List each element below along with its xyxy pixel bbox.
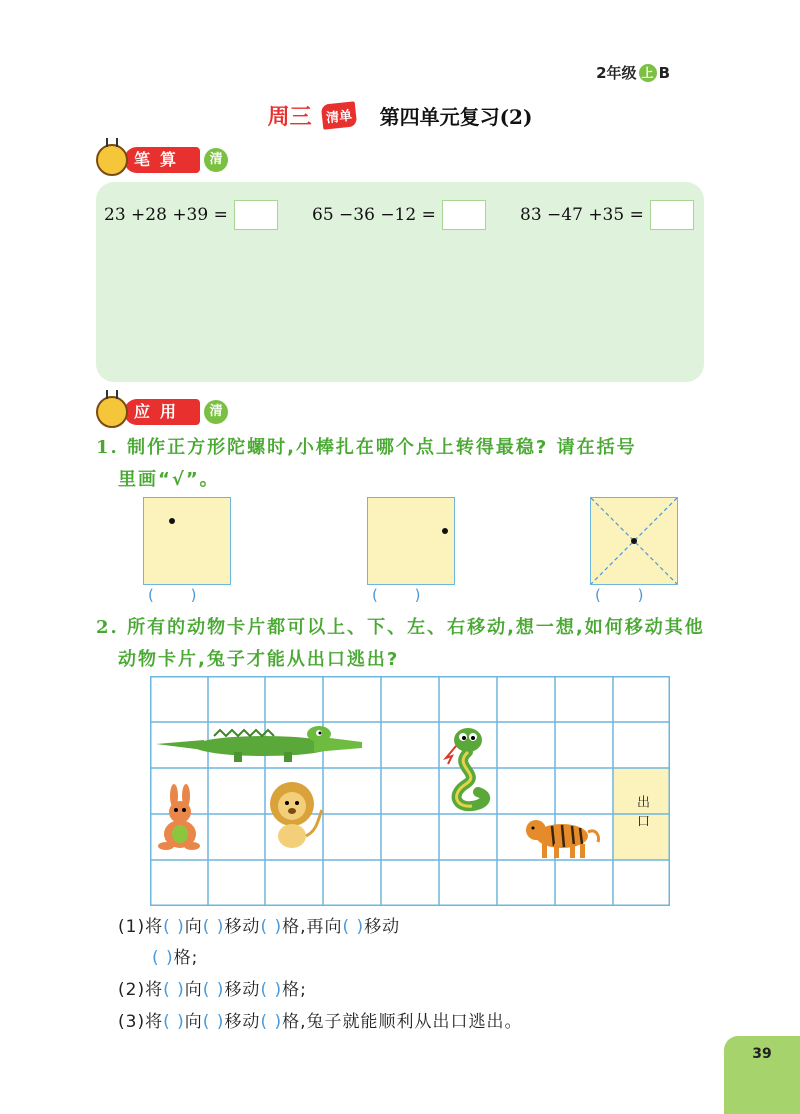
exit-label: 出口 xyxy=(634,795,649,833)
answer-blank[interactable]: ( ) xyxy=(202,980,225,1000)
answer-paren[interactable]: ( ) xyxy=(148,586,213,604)
question-number: 1. xyxy=(96,437,119,458)
fill-line-1b xyxy=(152,943,198,973)
fill-text: 移动 xyxy=(364,917,401,937)
answer-blank[interactable]: ( ) xyxy=(260,1012,283,1032)
section-badge: 清 xyxy=(204,400,228,424)
fill-text: 移动 xyxy=(224,917,261,937)
fill-text: 格; xyxy=(282,980,307,1000)
title-logo: 清单 xyxy=(320,101,356,129)
answer-box[interactable] xyxy=(234,200,278,230)
section-label: 笔算 xyxy=(124,147,200,173)
answer-blank[interactable]: ( ) xyxy=(260,980,283,1000)
point-marker xyxy=(442,528,448,534)
bee-icon xyxy=(96,396,128,428)
question-2 xyxy=(96,612,705,676)
equation-text: 83 −47 +35 = xyxy=(520,205,644,225)
equation-text: 65 −36 −12 = xyxy=(312,205,436,225)
fill-text: 向 xyxy=(184,917,203,937)
equation-2 xyxy=(312,200,486,230)
equation-3 xyxy=(520,200,694,230)
fill-line-3 xyxy=(118,1007,523,1037)
calc-panel xyxy=(96,182,704,382)
page-number: 39 xyxy=(752,1046,772,1062)
fill-line-2 xyxy=(118,975,307,1005)
answer-paren[interactable]: ( ) xyxy=(372,586,437,604)
fill-text: 移动 xyxy=(224,980,261,1000)
point-marker xyxy=(631,538,637,544)
fill-text: (3)将 xyxy=(118,1012,164,1032)
answer-paren[interactable]: ( ) xyxy=(595,586,660,604)
grid-lines xyxy=(150,676,670,906)
question-number: 2. xyxy=(96,617,119,638)
question-text: 制作正方形陀螺时,小棒扎在哪个点上转得最稳? 请在括号 xyxy=(127,437,637,458)
equation-1 xyxy=(104,200,278,230)
title-main: 第四单元复习(2) xyxy=(379,105,533,129)
answer-blank[interactable]: ( ) xyxy=(152,948,174,968)
fill-text: 向 xyxy=(184,1012,203,1032)
square-card-a xyxy=(143,497,231,585)
section-label: 应用 xyxy=(124,399,200,425)
fill-text: 向 xyxy=(184,980,203,1000)
rabbit-icon[interactable] xyxy=(152,784,208,856)
grade-prefix: 2年级 xyxy=(596,64,637,82)
answer-blank[interactable]: ( ) xyxy=(260,917,283,937)
page-title xyxy=(0,100,800,131)
tiger-icon[interactable] xyxy=(522,814,602,860)
answer-blank[interactable]: ( ) xyxy=(202,1012,225,1032)
answer-blank[interactable]: ( ) xyxy=(342,917,365,937)
section-badge: 清 xyxy=(204,148,228,172)
grade-label xyxy=(596,62,670,83)
fill-line-1 xyxy=(118,912,718,942)
answer-blank[interactable]: ( ) xyxy=(163,980,185,1000)
square-card-c xyxy=(590,497,678,585)
crocodile-icon[interactable] xyxy=(154,722,366,768)
answer-box[interactable] xyxy=(442,200,486,230)
answer-blank[interactable]: ( ) xyxy=(202,917,225,937)
title-day: 周三 xyxy=(267,105,312,130)
answer-blank[interactable]: ( ) xyxy=(163,917,185,937)
answer-box[interactable] xyxy=(650,200,694,230)
animal-grid xyxy=(150,676,670,906)
bee-icon xyxy=(96,144,128,176)
question-text: 动物卡片,兔子才能从出口逃出? xyxy=(118,649,400,670)
section-tag-apply xyxy=(96,396,228,428)
square-card-b xyxy=(367,497,455,585)
fill-text: (2)将 xyxy=(118,980,164,1000)
section-tag-calc xyxy=(96,144,228,176)
fill-text: 格; xyxy=(173,948,199,968)
grade-suffix: B xyxy=(658,63,670,82)
fill-text: 格,兔子就能顺利从出口逃出。 xyxy=(282,1012,523,1032)
answer-blank[interactable]: ( ) xyxy=(163,1012,185,1032)
question-text: 里画“√”。 xyxy=(118,469,220,490)
question-text: 所有的动物卡片都可以上、下、左、右移动,想一想,如何移动其他 xyxy=(127,617,705,638)
question-1 xyxy=(96,432,637,496)
point-marker xyxy=(169,518,175,524)
fill-text: (1)将 xyxy=(118,917,164,937)
semester-badge: 上 xyxy=(639,64,657,82)
fill-text: 移动 xyxy=(224,1012,261,1032)
lion-icon[interactable] xyxy=(266,780,326,850)
snake-icon[interactable] xyxy=(442,726,494,812)
fill-text: 格,再向 xyxy=(282,917,343,937)
equation-text: 23 +28 +39 = xyxy=(104,205,228,225)
